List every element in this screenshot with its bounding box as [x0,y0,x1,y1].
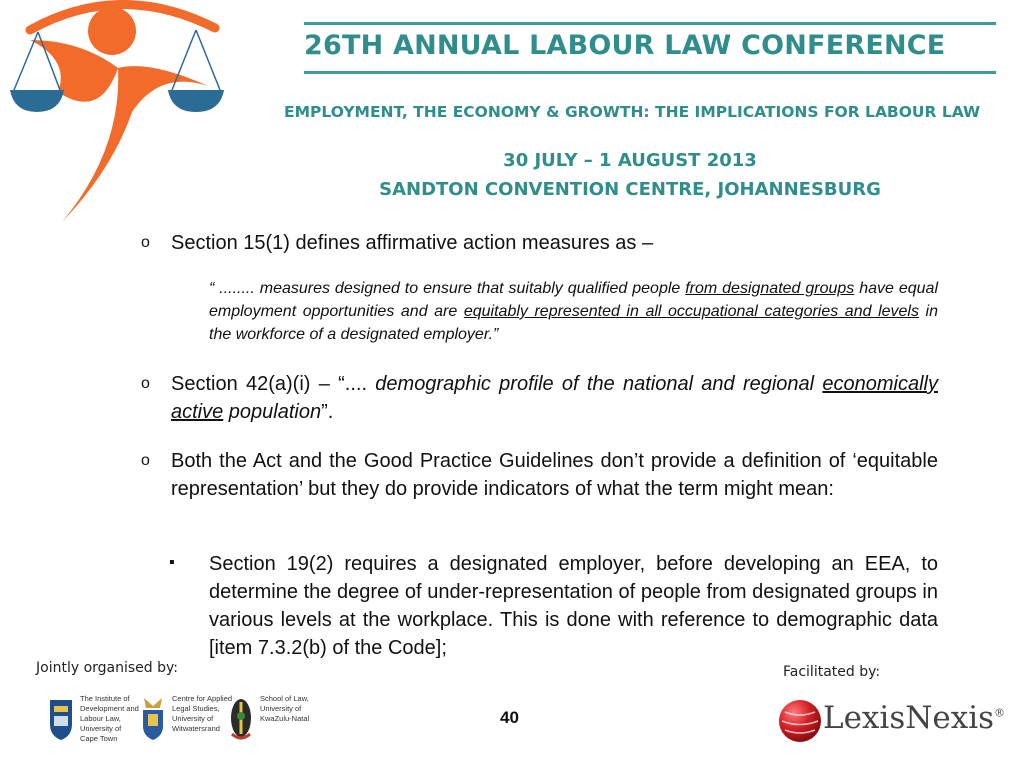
quote-underlined-text: equitably represented in all occupational categories and levels [463,303,919,320]
quote-text: in the workforce of a designated employer.” [209,303,939,343]
quote-text: have equal employment opportunities and are [209,280,939,320]
header-rule-top [304,22,996,25]
bullet-text: Section 42(a)(i) – “.... [171,373,376,395]
bullet-section-15 [141,229,723,257]
conference-title: 26TH ANNUAL LABOUR LAW CONFERENCE [304,30,946,61]
ukzn-crest-icon [228,696,254,742]
quote-text: “ ........ measures designed to ensure that suitably qualified people [209,280,686,297]
bullet-italic-text: population [223,401,322,423]
square-bullet-icon: ▪ [169,554,175,571]
jointly-organised-label: Jointly organised by: [36,660,178,676]
partner-ukzn [228,692,318,752]
conference-dates: 30 JULY – 1 AUGUST 2013 [503,150,757,171]
conference-subtitle: EMPLOYMENT, THE ECONOMY & GROWTH: THE IMPLICATIONS FOR LABOUR LAW [284,103,981,121]
partner-text: The Institute of Development and Labour Law, University of Cape Town [80,694,139,743]
bullet-text: Both the Act and the Good Practice Guidelines don’t provide a definition of ‘equitable representation’ but they do provide indicators of what the term might mean: [171,450,938,500]
partner-wits [140,692,233,752]
partner-text: Centre for Applied Legal Studies, University of Witwatersrand [172,694,233,733]
page-number: 40 [500,708,519,727]
bullet-equitable-representation [141,447,938,503]
bullet-italic-text: demographic profile of the national and regional [375,373,823,395]
lexisnexis-sphere-icon [777,698,823,744]
header-rule-bottom [304,71,996,74]
sub-bullet-text: Section 19(2) requires a designated employer, before developing an EEA, to determine the degree of under-representation of people from designated groups in various levels at the workplace. This is done with reference to demographic data [item 7.3.2(b) of the Code]; [209,553,938,659]
bullet-underlined-text: economically active [171,373,938,423]
wits-crest-icon [140,696,166,742]
sub-bullet-section-19 [169,550,938,662]
lexisnexis-wordmark: LexisNexis® [823,700,1006,736]
circle-bullet-icon: o [141,234,150,251]
uct-crest-icon [48,696,74,742]
bullet-section-42 [141,370,938,426]
circle-bullet-icon: o [141,452,150,469]
partner-text: School of Law, University of KwaZulu-Natal [260,694,310,723]
bullet-text: Section 15(1) defines affirmative action measures as – [171,232,654,254]
conference-venue: SANDTON CONVENTION CENTRE, JOHANNESBURG [379,179,881,200]
circle-bullet-icon: o [141,375,150,392]
partner-uct [48,692,138,752]
conference-logo [0,0,240,230]
lexisnexis-logo [777,694,1007,750]
quote-underlined-text: from designated groups [685,280,855,297]
facilitated-by-label: Facilitated by: [783,664,881,680]
quote-affirmative-action [209,277,938,346]
bullet-text: ”. [321,401,334,423]
